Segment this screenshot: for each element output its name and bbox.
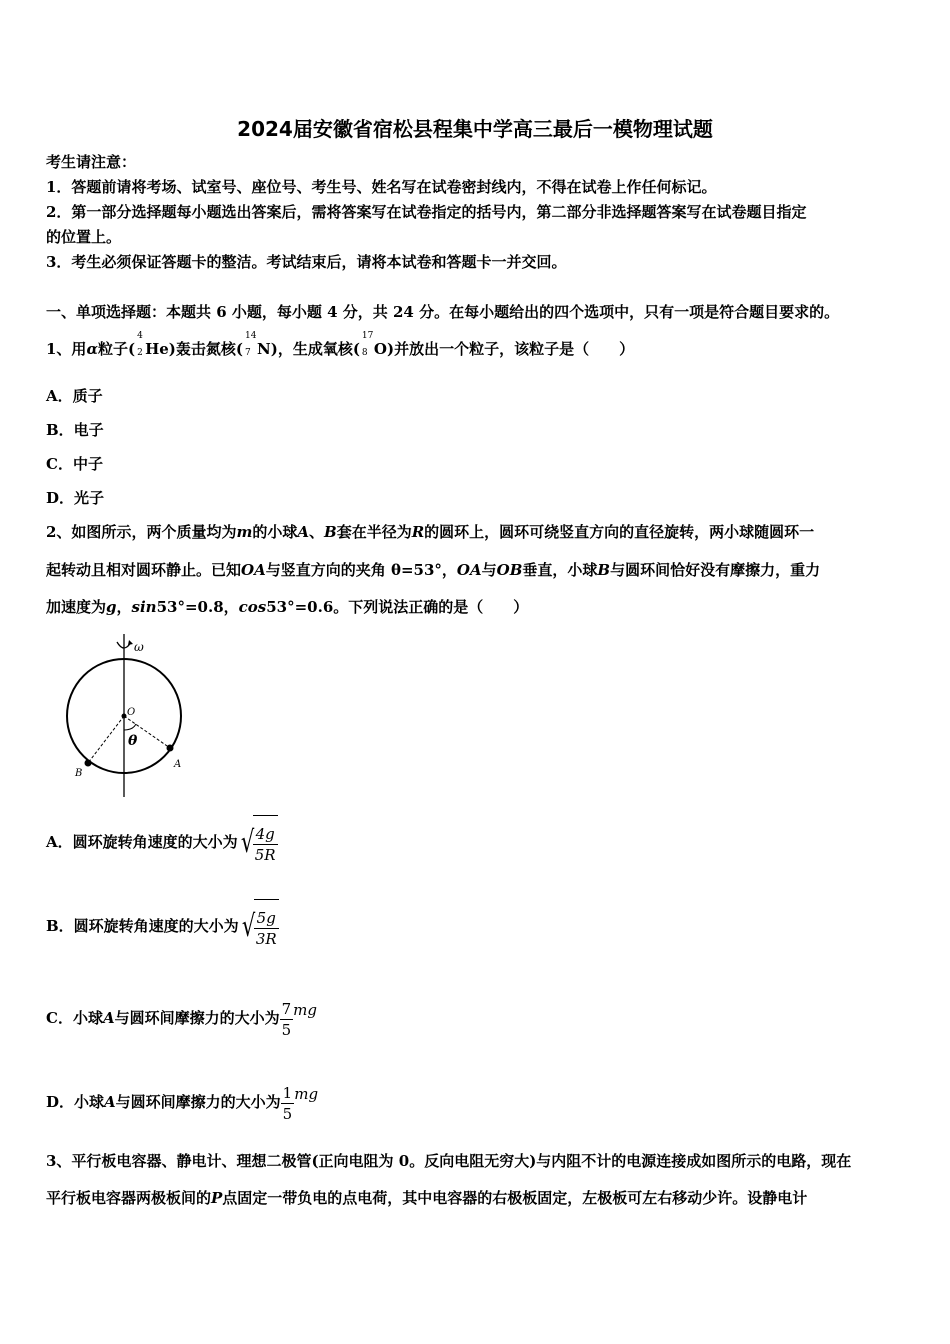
q2-option-c: C．小球A与圆环间摩擦力的大小为 $\frac{7}{5}$ mg: [46, 999, 317, 1039]
q1-text-2: 粒子(: [97, 340, 136, 358]
q2-option-a: A．圆环旋转角速度的大小为√ $\frac{4g}{5R}$: [46, 814, 278, 872]
angle-arc: [124, 724, 136, 730]
notice-item-1: 1．答题前请将考场、试室号、座位号、考生号、姓名写在试卷密封线内，不得在试卷上作任何标记。: [46, 178, 717, 196]
fraction: $\frac{7}{5}$: [281, 999, 292, 1039]
notice-item-2-cont: 的位置上。: [46, 228, 122, 246]
omega-label: ω: [134, 640, 144, 654]
radius-ob: [88, 716, 124, 763]
q2-option-d: D．小球A与圆环间摩擦力的大小为 $\frac{1}{5}$ mg: [46, 1083, 319, 1123]
ball-b: [85, 760, 92, 767]
question-2-line-1: 2、如图所示，两个质量均为m的小球A、B套在半径为R的圆环上，圆环可绕竖直方向的直径旋转，两小球随圆环一: [46, 523, 815, 541]
theta-label: θ: [128, 733, 138, 749]
q1-text-4: N)，生成氧核(: [257, 340, 360, 358]
ring-figure: [55, 632, 195, 800]
oxygen-isotope: 17 8: [361, 331, 374, 358]
question-3-line-1: 3、平行板电容器、静电计、理想二极管(正向电阻为 0。反向电阻无穷大)与内阻不计的电源连接成如图所示的电路，现在: [46, 1152, 852, 1170]
q1-alpha: α: [86, 340, 98, 358]
ball-a-label: A: [174, 759, 182, 770]
q1-text-1: 1、用: [46, 340, 87, 358]
ball-a: [167, 745, 174, 752]
q1-text-5: O)并放出一个粒子，该粒子是（ ）: [373, 340, 635, 358]
q1-option-c: C．中子: [46, 455, 103, 473]
fraction: $\frac{1}{5}$: [282, 1083, 293, 1123]
q1-text-3: He)轰击氮核(: [145, 340, 244, 358]
helium-isotope: 4 2: [137, 331, 143, 358]
sqrt-expression: √ $\frac{4g}{5R}$: [238, 814, 278, 872]
question-2-line-3: 加速度为g，sin53°=0.8，cos53°=0.6。下列说法正确的是（ ）: [46, 598, 529, 616]
notice-item-2: 2．第一部分选择题每小题选出答案后，需将答案写在试卷指定的括号内，第二部分非选择题答案写在试卷题目指定: [46, 203, 807, 221]
question-2-line-2: 起转动且相对圆环静止。已知OA与竖直方向的夹角 θ=53°，OA与OB垂直，小球B与圆环间恰好没有摩擦力，重力: [46, 561, 821, 579]
section-heading: 一、单项选择题：本题共 6 小题，每小题 4 分，共 24 分。在每小题给出的四个选项中，只有一项是符合题目要求的。: [46, 303, 840, 321]
question-1-stem: [46, 331, 635, 359]
nitrogen-isotope: 14 7: [245, 331, 257, 358]
notice-item-3: 3．考生必须保证答题卡的整洁。考试结束后，请将本试卷和答题卡一并交回。: [46, 253, 567, 271]
notice-heading: 考生请注意：: [46, 153, 137, 171]
sqrt-expression: √ $\frac{5g}{3R}$: [239, 898, 279, 956]
q2-option-b: B．圆环旋转角速度的大小为√ $\frac{5g}{3R}$: [46, 898, 279, 956]
q1-option-b: B．电子: [46, 421, 104, 439]
q1-option-a: A．质子: [46, 387, 103, 405]
center-label: O: [127, 707, 136, 718]
question-3-line-2: 平行板电容器两极板间的P点固定一带负电的点电荷，其中电容器的右极板固定，左极板可左右移动少许。设静电计: [46, 1189, 808, 1207]
q1-option-d: D．光子: [46, 489, 105, 507]
page-title: 2024届安徽省宿松县程集中学高三最后一模物理试题: [237, 117, 713, 141]
ball-b-label: B: [75, 768, 83, 779]
